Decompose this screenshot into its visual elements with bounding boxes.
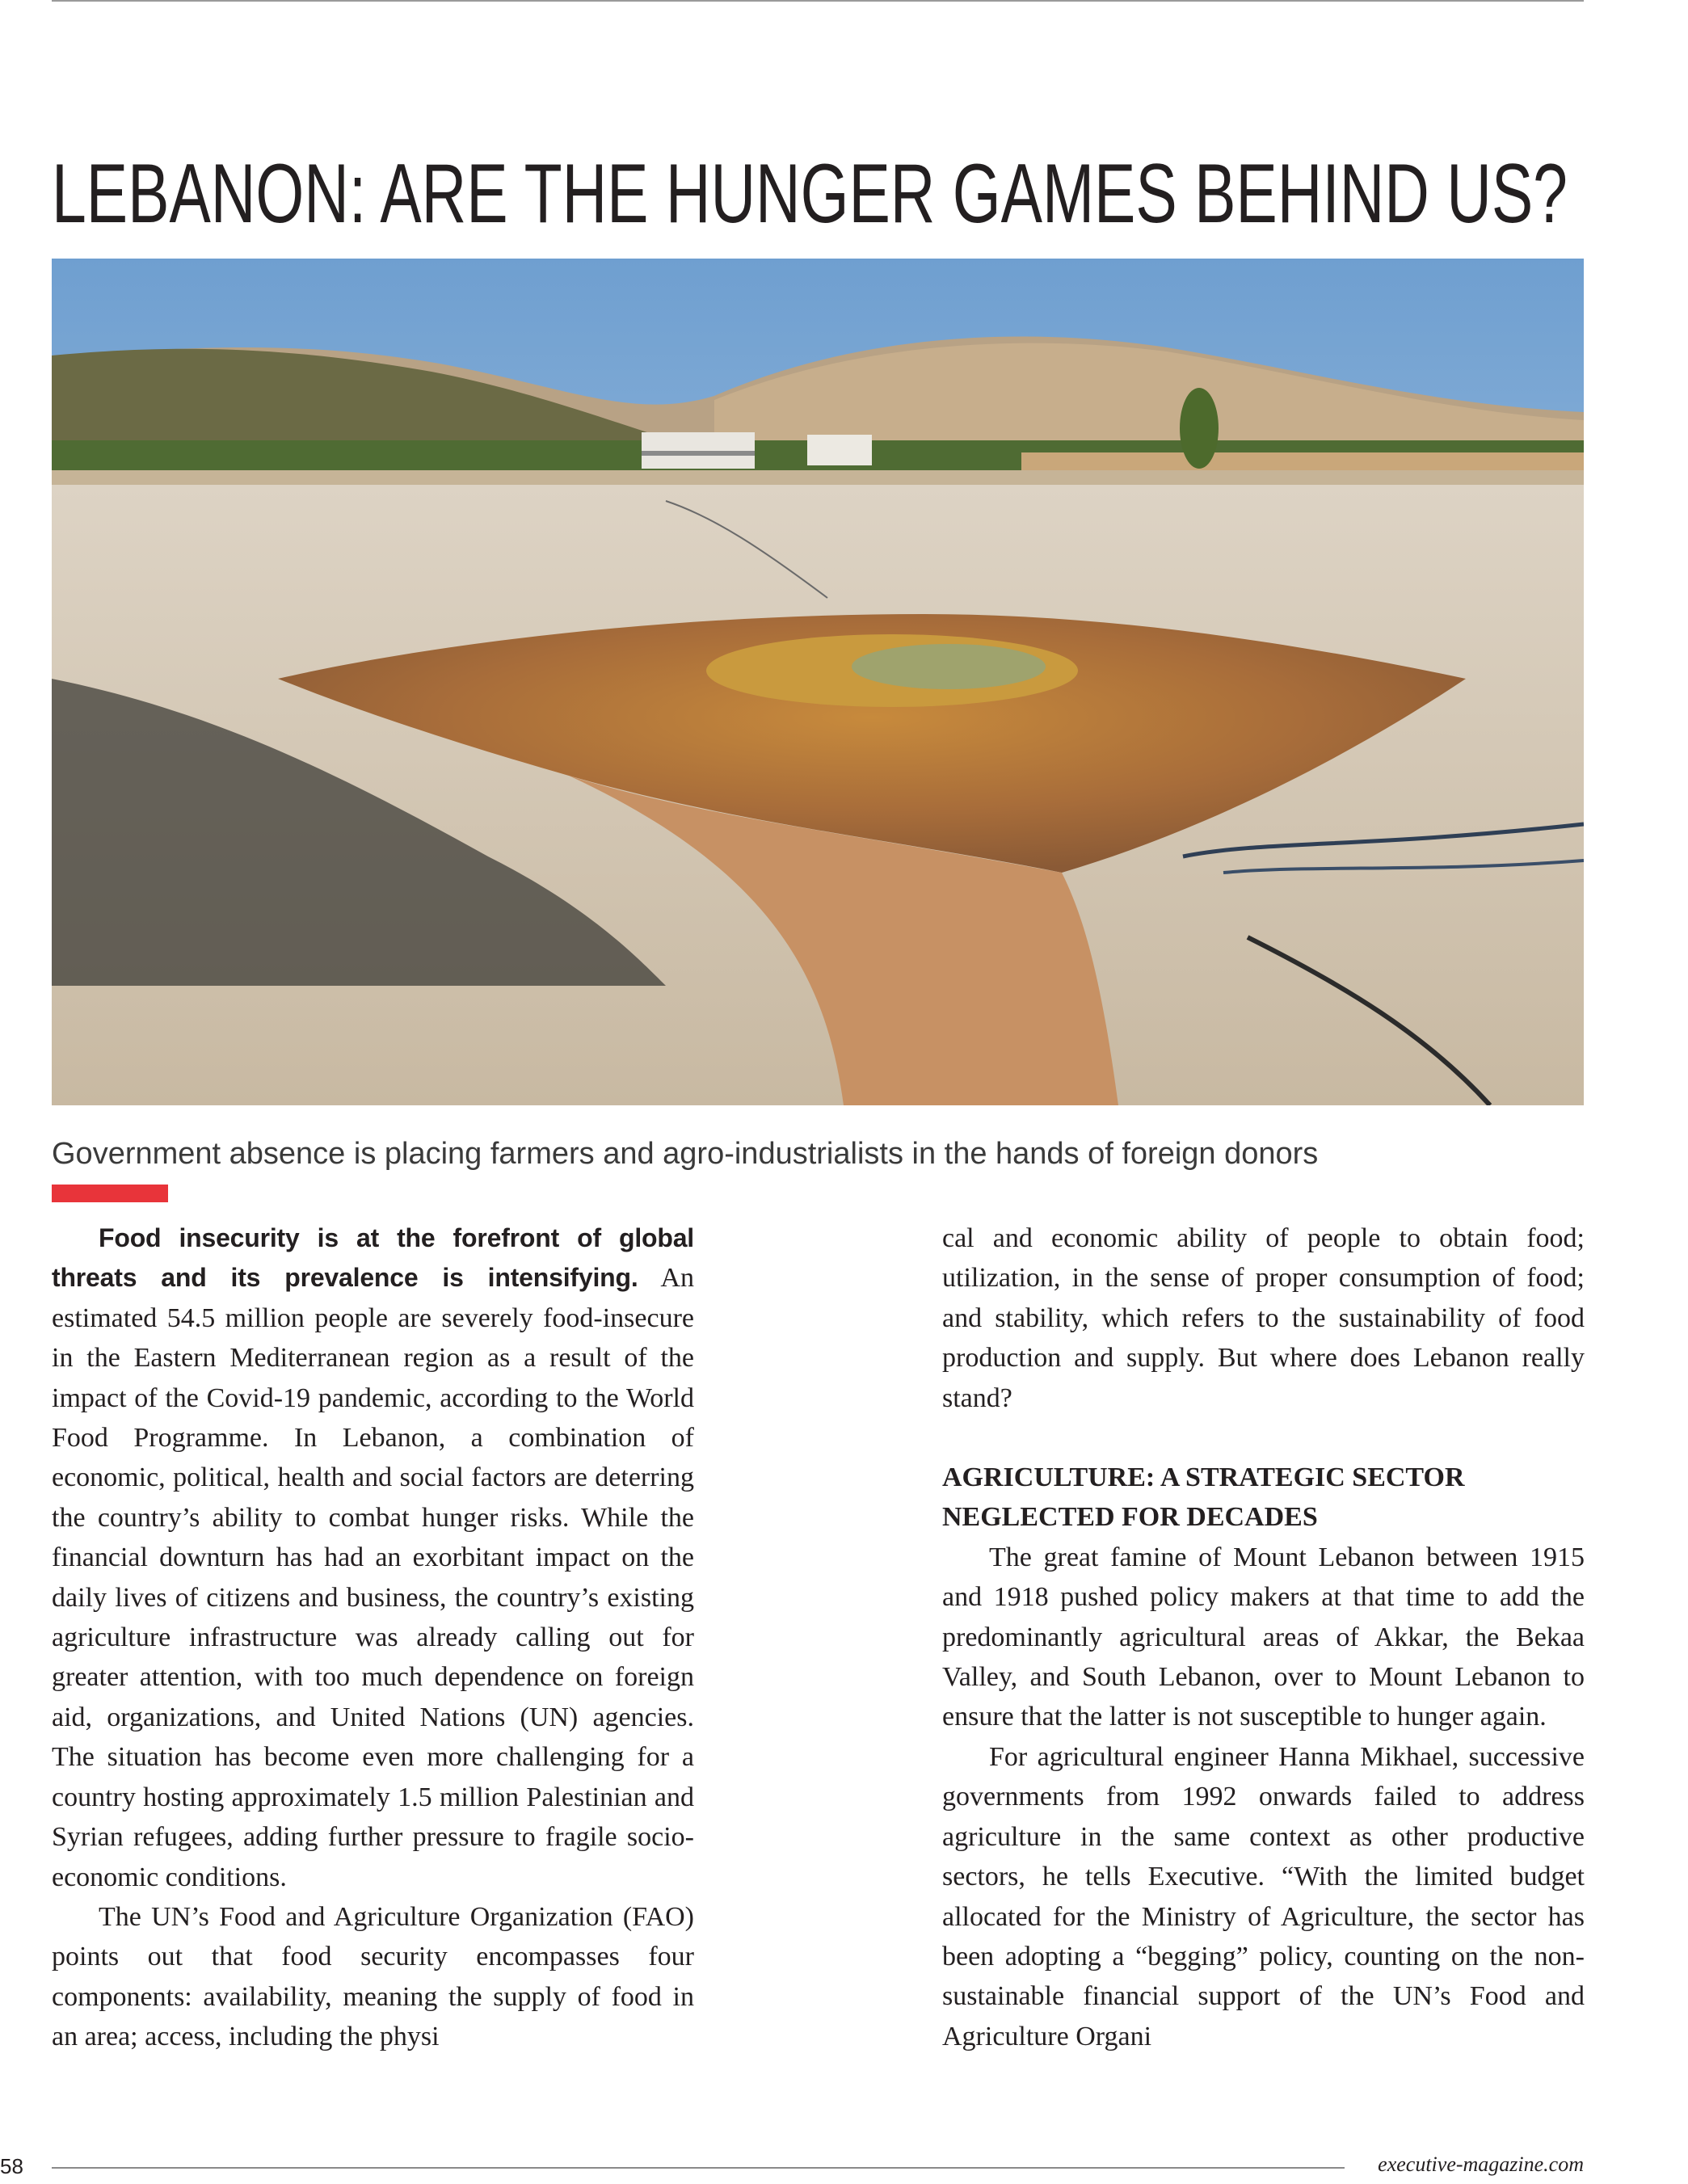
paragraph-famine: The great famine of Mount Lebanon between 1915 and 1918 pushed policy makers at that time to add the predominantly agricultural areas of Akkar, the Bekaa Valley, and South Lebanon, over to Mount Lebanon to ensure that the latter is not susceptible to hunger again.: [942, 1542, 1585, 1732]
left-column: [52, 1218, 694, 2057]
paragraph-mikhael: For agricultural engineer Hanna Mikhael, successive governments from 1992 onwards failed to address agriculture in the same context as other productive sectors, he tells Executive. “With the limited budget allocated for the Ministry of Agriculture, the sector has been adopting a “begging” policy, counting on the non-sustainable financial support of the UN’s Food and Agriculture Organi: [942, 1741, 1585, 2051]
dry-reservoir-photo: [52, 259, 1584, 1105]
footer-website: executive-magazine.com: [1378, 2152, 1584, 2176]
intro-paragraph: [52, 1218, 694, 1897]
paragraph-fao: The UN’s Food and Agriculture Organization (FAO) points out that food security encompasses four components: availability, meaning the supply of food in an area; access, including the physi: [52, 1901, 694, 2052]
article-headline: LEBANON: ARE THE HUNGER GAMES BEHIND US?: [52, 147, 1568, 241]
intro-paragraph-body: An estimated 54.5 million people are severely food-insecure in the Eastern Mediterranean region as a result of the impact of the Covid-19 pandemic, according to the World Food Programme. In Lebanon, a combination of economic, political, health and social factors are deterring the country’s ability to combat hunger risks. While the financial downturn has had an exorbitant impact on the daily lives of citizens and business, the country’s existing agriculture infrastructure was already calling out for greater attention, with too much dependence on foreign aid, organizations, and United Nations (UN) agencies. The situation has become even more challenging for a country hosting approximately 1.5 million Palestinian and Syrian refugees, adding further pressure to fragile socio-economic conditions.: [52, 1263, 694, 1892]
footer-rule: [52, 2167, 1345, 2169]
section-heading: AGRICULTURE: A STRATEGIC SECTOR NEGLECTED FOR DECADES: [942, 1462, 1465, 1533]
paragraph-fao-continued: cal and economic ability of people to obtain food; utilization, in the sense of proper consumption of food; and stability, which refers to the sustainability of food production and supply. But where does Lebanon really stand?: [942, 1223, 1585, 1413]
right-column: [942, 1218, 1585, 2056]
page-number: 58: [0, 2154, 23, 2178]
accent-bar: [52, 1185, 168, 1202]
article-subhead: Government absence is placing farmers and agro-industrialists in the hands of foreign donors: [52, 1137, 1319, 1171]
top-rule: [52, 0, 1584, 2]
lead-sentence: Food insecurity is at the forefront of global threats and its prevalence is intensifying.: [52, 1223, 694, 1293]
